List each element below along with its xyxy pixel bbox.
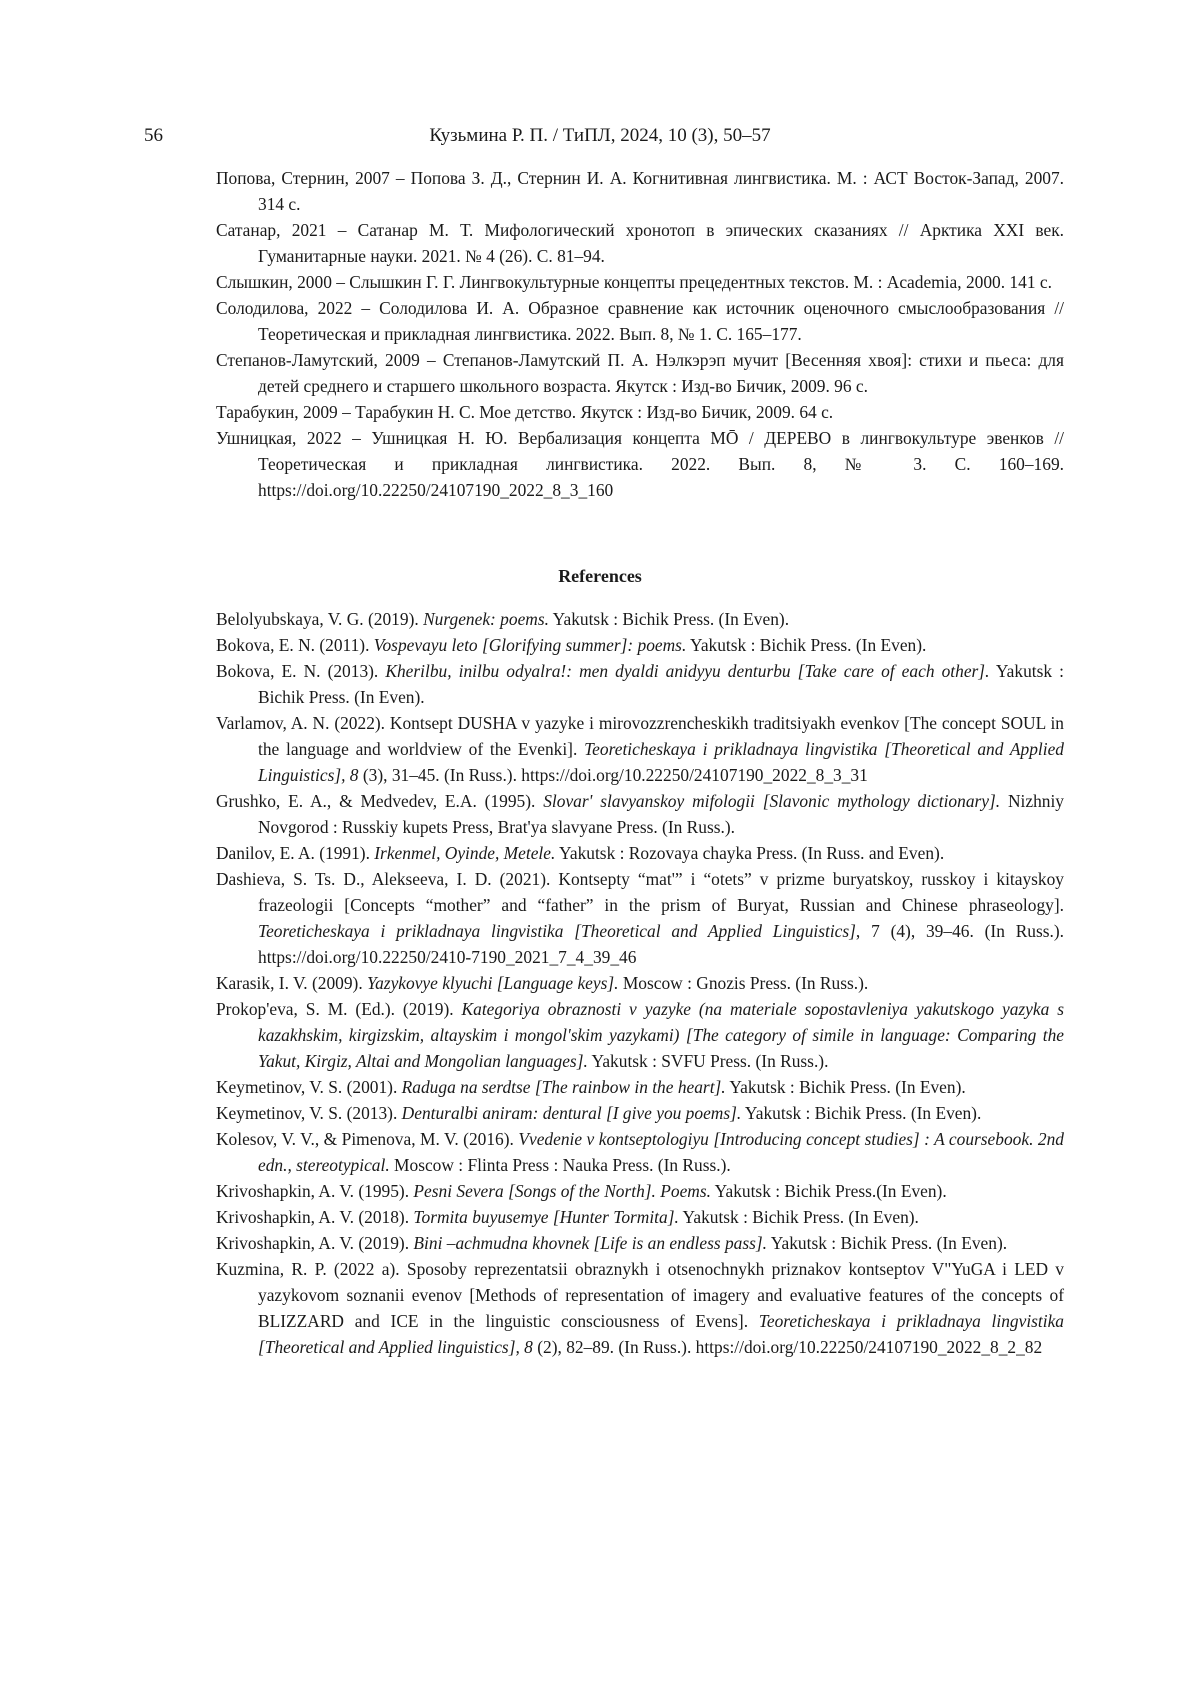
reference-text: Keymetinov, V. S. (2013). xyxy=(216,1103,402,1123)
reference-entry xyxy=(216,632,1064,658)
reference-title: Vospevayu leto [Glorifying summer]: poems. xyxy=(373,635,687,655)
reference-entry xyxy=(216,1100,1064,1126)
reference-text: Yakutsk : Bichik Press. (In Even). xyxy=(678,1207,919,1227)
reference-entry xyxy=(216,165,1064,217)
reference-entry xyxy=(216,1230,1064,1256)
reference-title: Pesni Severa [Songs of the North]. Poems. xyxy=(413,1181,711,1201)
reference-entry xyxy=(216,606,1064,632)
reference-text: Слышкин, 2000 – Слышкин Г. Г. Лингвокультурные концепты прецедентных текстов. М. : Academia, 2000. 141 с. xyxy=(216,272,1052,292)
reference-text: Dashieva, S. Ts. D., Alekseeva, I. D. (2021). Kontsepty “mat'” i “otets” v prizme buryatskoy, russkoy i kitayskoy frazeologii [Concepts “mother” and “father” in the prism of Buryat, Russian and Chinese phraseology]. xyxy=(216,869,1064,915)
reference-text: Yakutsk : Rozovaya chayka Press. (In Russ. and Even). xyxy=(555,843,945,863)
reference-text: , 7 (4), 39–46. (In Russ.). https://doi.org/10.22250/2410-7190_2021_7_4_39_46 xyxy=(258,921,1065,967)
reference-entry xyxy=(216,217,1064,269)
reference-title: Tormita buyusemye [Hunter Tormita]. xyxy=(413,1207,679,1227)
reference-title: Raduga na serdtse [The rainbow in the heart]. xyxy=(401,1077,726,1097)
reference-text: Ушницкая, 2022 – Ушницкая Н. Ю. Вербализация концепта МŌ / ДЕРЕВО в лингвокультуре эвенков // Теоретическая и прикладная лингвистика. 2022. Вып. 8, № 3. С. 160–169. https://doi.org/10.22250/24107190_2022_8_3_160 xyxy=(216,428,1064,500)
reference-text: Krivoshapkin, A. V. (2019). xyxy=(216,1233,414,1253)
page-header xyxy=(0,125,1200,155)
reference-text: Солодилова, 2022 – Солодилова И. А. Образное сравнение как источник оценочного смыслообразования // Теоретическая и прикладная лингвистика. 2022. Вып. 8, № 1. С. 165–177. xyxy=(216,298,1064,344)
reference-text: Kuzmina, R. P. (2022 a). Sposoby reprezentatsii obraznykh i otsenochnykh priznakov kontseptov V"YuGA i LED v yazykovom soznanii evenov [Methods of representation of imagery and evaluative features of the concepts of BLIZZARD and ICE in the linguistic consciousness of Evens]. xyxy=(216,1259,1064,1331)
reference-entry xyxy=(216,1074,1064,1100)
reference-text: Bokova, E. N. (2013). xyxy=(216,661,386,681)
reference-text: Prokop'eva, S. M. (Ed.). (2019). xyxy=(216,999,462,1019)
reference-entry xyxy=(216,840,1064,866)
reference-text: Yakutsk : SVFU Press. (In Russ.). xyxy=(587,1051,829,1071)
reference-text: Varlamov, A. N. (2022). Kontsept DUSHA v yazyke i mirovozzrencheskikh traditsiyakh evenkov [The concept SOUL in the language and worldview of the Evenki]. xyxy=(216,713,1064,759)
reference-text: Nizhniy Novgorod : Russkiy kupets Press, Brat'ya slavyane Press. (In Russ.). xyxy=(258,791,1065,837)
reference-text: Тарабукин, 2009 – Тарабукин Н. С. Мое детство. Якутск : Изд-во Бичик, 2009. 64 с. xyxy=(216,402,834,422)
reference-entry xyxy=(216,788,1064,840)
reference-entry xyxy=(216,425,1064,503)
reference-text: Karasik, I. V. (2009). xyxy=(216,973,368,993)
page-number: 56 xyxy=(144,125,163,146)
reference-entry xyxy=(216,1178,1064,1204)
reference-text: Сатанар, 2021 – Сатанар М. Т. Мифологический хронотоп в эпических сказаниях // Арктика XXI век. Гуманитарные науки. 2021. № 4 (26). С. 81–94. xyxy=(216,220,1064,266)
reference-title: Kategoriya obraznosti v yazyke (na materiale sopostavleniya yakutskogo yazyka s kazakhskim, kirgizskim, altayskim i mongol'skim yazykami) [The category of simile in language: Comparing the Yakut, Kirgiz, Altai and Mongolian languages]. xyxy=(258,999,1064,1071)
reference-entry xyxy=(216,269,1064,295)
reference-title: Denturalbi aniram: dentural [I give you poems]. xyxy=(401,1103,742,1123)
english-reference-list xyxy=(216,606,1064,1360)
reference-text: Bokova, E. N. (2011). xyxy=(216,635,374,655)
reference-text: Yakutsk : Bichik Press. (In Even). xyxy=(741,1103,982,1123)
reference-text: Yakutsk : Bichik Press.(In Even). xyxy=(710,1181,947,1201)
reference-text: Kolesov, V. V., & Pimenova, M. V. (2016). xyxy=(216,1129,519,1149)
reference-text: Yakutsk : Bichik Press. (In Even). xyxy=(725,1077,966,1097)
reference-entry xyxy=(216,399,1064,425)
reference-text: Попова, Стернин, 2007 – Попова З. Д., Стернин И. А. Когнитивная лингвистика. М. : АСТ Восток-Запад, 2007. 314 с. xyxy=(216,168,1064,214)
reference-entry xyxy=(216,1256,1064,1360)
reference-text: Krivoshapkin, A. V. (2018). xyxy=(216,1207,414,1227)
reference-title: Kherilbu, inilbu odyalra!: men dyaldi anidyyu denturbu [Take care of each other]. xyxy=(385,661,990,681)
reference-text: Yakutsk : Bichik Press. (In Even). xyxy=(548,609,790,629)
reference-entry xyxy=(216,970,1064,996)
reference-title: Nurgenek: poems. xyxy=(423,609,549,629)
reference-title: Teoreticheskaya i prikladnaya lingvistika [Theoretical and Applied linguistics], 8 xyxy=(258,1311,1064,1357)
reference-text: Keymetinov, V. S. (2001). xyxy=(216,1077,402,1097)
reference-title: Slovar' slavyanskoy mifologii [Slavonic mythology dictionary]. xyxy=(543,791,1001,811)
reference-entry xyxy=(216,996,1064,1074)
reference-entry xyxy=(216,1126,1064,1178)
reference-text: Yakutsk : Bichik Press. (In Even). xyxy=(686,635,927,655)
reference-title: Vvedenie v kontseptologiyu [Introducing concept studies] : A coursebook. 2nd edn., stereotypical. xyxy=(258,1129,1064,1175)
reference-text: Yakutsk : Bichik Press. (In Even). xyxy=(258,661,1064,707)
reference-text: Krivoshapkin, A. V. (1995). xyxy=(216,1181,414,1201)
reference-text: Moscow : Flinta Press : Nauka Press. (In Russ.). xyxy=(389,1155,731,1175)
reference-entry xyxy=(216,658,1064,710)
reference-title: Bini –achmudna khovnek [Life is an endless pass]. xyxy=(413,1233,767,1253)
russian-reference-list xyxy=(216,165,1064,503)
reference-entry xyxy=(216,347,1064,399)
reference-entry xyxy=(216,1204,1064,1230)
reference-text: (3), 31–45. (In Russ.). https://doi.org/10.22250/24107190_2022_8_3_31 xyxy=(358,765,868,785)
reference-text: (2), 82–89. (In Russ.). https://doi.org/10.22250/24107190_2022_8_2_82 xyxy=(532,1337,1043,1357)
reference-title: Yazykovye klyuchi [Language keys]. xyxy=(367,973,619,993)
reference-text: Moscow : Gnozis Press. (In Russ.). xyxy=(618,973,869,993)
reference-entry xyxy=(216,295,1064,347)
reference-title: Teoreticheskaya i prikladnaya lingvistika [Theoretical and Applied Linguistics] xyxy=(258,921,856,941)
reference-text: Grushko, E. A., & Medvedev, E.A. (1995). xyxy=(216,791,544,811)
reference-entry xyxy=(216,866,1064,970)
running-head: Кузьмина Р. П. / ТиПЛ, 2024, 10 (3), 50–57 xyxy=(429,125,771,146)
reference-title: Irkenmel, Oyinde, Metele. xyxy=(374,843,556,863)
reference-entry xyxy=(216,710,1064,788)
reference-title: Teoreticheskaya i prikladnaya lingvistika [Theoretical and Applied Linguistics], 8 xyxy=(258,739,1064,785)
references-heading: References xyxy=(558,566,642,586)
reference-text: Danilov, E. A. (1991). xyxy=(216,843,375,863)
reference-text: Степанов-Ламутский, 2009 – Степанов-Ламутский П. А. Нэлкэрэп мучит [Весенняя хвоя]: стихи и пьеса: для детей среднего и старшего школьного возраста. Якутск : Изд-во Бичик, 2009. 96 с. xyxy=(216,350,1064,396)
reference-text: Yakutsk : Bichik Press. (In Even). xyxy=(767,1233,1008,1253)
reference-text: Belolyubskaya, V. G. (2019). xyxy=(216,609,424,629)
